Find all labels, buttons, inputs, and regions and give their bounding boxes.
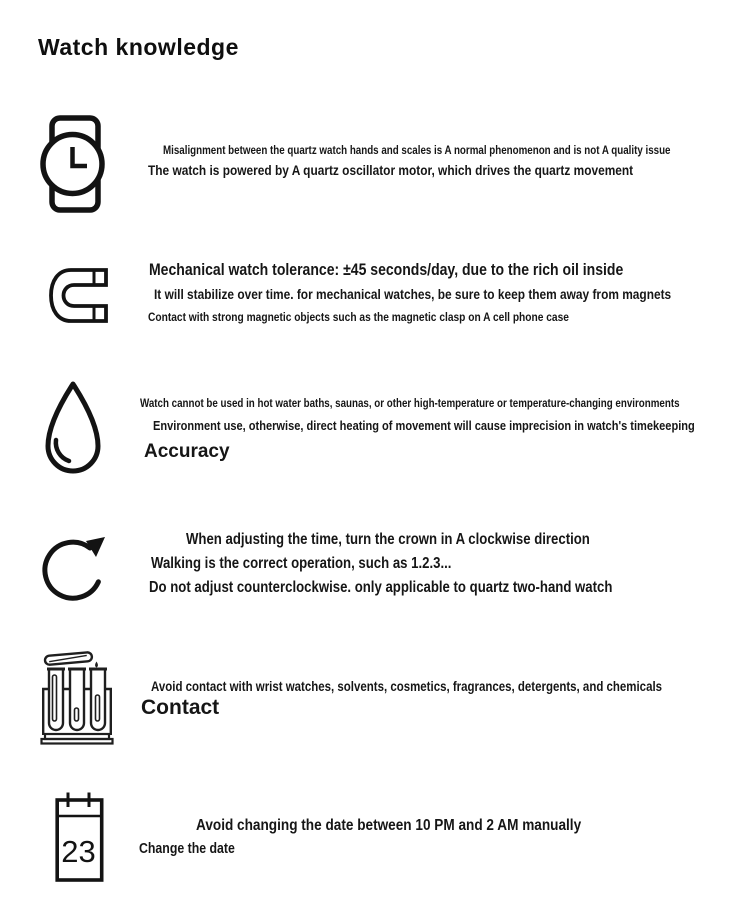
calendar-icon — [55, 791, 104, 883]
section-magnet-line-1: Mechanical watch tolerance: ±45 seconds/day, due to the rich oil inside — [149, 261, 624, 279]
page-title: Watch knowledge — [38, 34, 239, 60]
section-accuracy-label: Accuracy — [144, 441, 230, 462]
clockwise-arrow-icon — [40, 526, 110, 609]
section-date-line-1: Avoid changing the date between 10 PM and 2 AM manually — [196, 817, 582, 834]
section-accuracy-line-1: Watch cannot be used in hot water baths, saunas, or other high-temperature or temperature-changing environments — [140, 398, 680, 410]
section-date-line-2: Change the date — [139, 841, 235, 857]
section-magnet-line-2: It will stabilize over time. for mechanical watches, be sure to keep them away from magnets — [154, 286, 672, 302]
water-drop-icon — [42, 380, 104, 479]
section-crown-line-1: When adjusting the time, turn the crown in A clockwise direction — [186, 531, 590, 548]
calendar-day-number: 23 — [61, 834, 96, 869]
wristwatch-icon — [40, 115, 105, 213]
section-magnet-line-3: Contact with strong magnetic objects such as the magnetic clasp on A cell phone case — [148, 310, 569, 324]
test-tubes-icon — [40, 648, 114, 745]
magnet-icon — [49, 267, 108, 324]
section-contact-line-1: Avoid contact with wrist watches, solvents, cosmetics, fragrances, detergents, and chemicals — [151, 679, 663, 694]
section-crown-line-3: Do not adjust counterclockwise. only applicable to quartz two-hand watch — [149, 579, 613, 596]
section-quartz-line-1: Misalignment between the quartz watch hands and scales is A normal phenomenon and is not A quality issue — [163, 145, 671, 157]
section-quartz-line-2: The watch is powered by A quartz oscillator motor, which drives the quartz movement — [148, 162, 634, 178]
section-contact-label: Contact — [141, 696, 220, 719]
section-crown-line-2: Walking is the correct operation, such as 1.2.3... — [151, 555, 452, 572]
section-accuracy-line-2: Environment use, otherwise, direct heating of movement will cause imprecision in watch's timekeeping — [153, 418, 695, 433]
